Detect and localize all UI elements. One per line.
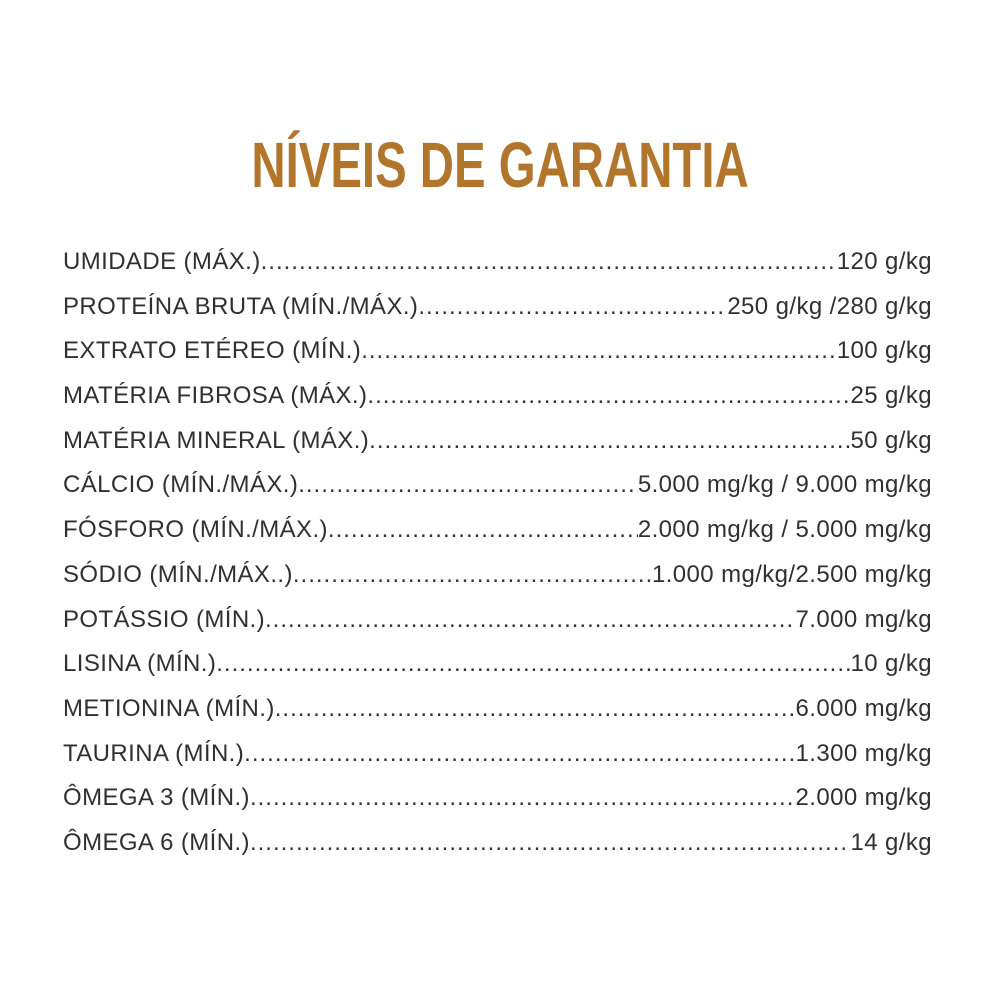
nutrient-label: UMIDADE (MÁX.) — [63, 248, 261, 275]
dotted-leader — [244, 740, 795, 768]
table-row — [63, 293, 932, 338]
nutrient-label: METIONINA (MÍN.) — [63, 694, 275, 722]
nutrient-value: 1.000 mg/kg/2.500 mg/kg — [651, 560, 932, 588]
nutrient-label: FÓSFORO (MÍN./MÁX.) — [63, 516, 328, 544]
table-row — [63, 829, 932, 874]
nutrient-value: 250 g/kg /280 g/kg — [727, 292, 932, 320]
nutrient-label: EXTRATO ETÉREO (MÍN.) — [63, 337, 362, 365]
nutrient-label: PROTEÍNA BRUTA (MÍN./MÁX.) — [63, 292, 419, 320]
nutrient-value: 120 g/kg — [836, 248, 932, 275]
dotted-leader — [250, 829, 851, 857]
nutrient-value: 14 g/kg — [850, 828, 932, 856]
table-row — [63, 248, 932, 293]
dotted-leader — [261, 248, 837, 276]
dotted-leader — [250, 784, 796, 812]
nutrient-value: 2.000 mg/kg / 5.000 mg/kg — [637, 516, 932, 544]
table-row — [63, 650, 932, 695]
nutrient-value: 1.300 mg/kg — [795, 739, 932, 767]
nutrition-table — [0, 248, 1000, 874]
table-row — [63, 337, 932, 382]
nutrient-label: MATÉRIA MINERAL (MÁX.) — [63, 426, 370, 454]
nutrient-value: 5.000 mg/kg / 9.000 mg/kg — [637, 471, 932, 499]
dotted-leader — [418, 293, 727, 321]
nutrient-value: 2.000 mg/kg — [795, 784, 932, 812]
nutrient-value: 6.000 mg/kg — [795, 694, 932, 722]
nutrient-label: ÔMEGA 6 (MÍN.) — [63, 828, 250, 856]
dotted-leader — [298, 471, 638, 499]
nutrient-value: 7.000 mg/kg — [795, 605, 932, 633]
nutrient-value: 100 g/kg — [836, 337, 932, 365]
dotted-leader — [216, 650, 850, 678]
dotted-leader — [293, 561, 652, 589]
table-row — [63, 695, 932, 740]
page-title: NÍVEIS DE GARANTIA — [251, 129, 749, 201]
dotted-leader — [361, 337, 837, 365]
nutrient-label: POTÁSSIO (MÍN.) — [63, 605, 266, 633]
table-row — [63, 561, 932, 606]
nutrient-label: CÁLCIO (MÍN./MÁX.) — [63, 471, 299, 499]
nutrient-label: SÓDIO (MÍN./MÁX..) — [63, 560, 293, 588]
table-row — [63, 784, 932, 829]
nutrient-label: MATÉRIA FIBROSA (MÁX.) — [63, 382, 368, 410]
nutrient-label: LISINA (MÍN.) — [63, 650, 217, 678]
table-row — [63, 606, 932, 651]
nutrient-value: 25 g/kg — [850, 382, 932, 410]
title-wrap — [0, 0, 1000, 201]
dotted-leader — [265, 606, 796, 634]
table-row — [63, 382, 932, 427]
dotted-leader — [367, 382, 850, 410]
table-row — [63, 471, 932, 516]
table-row — [63, 427, 932, 472]
dotted-leader — [275, 695, 796, 723]
dotted-leader — [328, 516, 638, 544]
table-row — [63, 516, 932, 561]
nutrient-label: TAURINA (MÍN.) — [63, 739, 245, 767]
table-row — [63, 740, 932, 785]
nutrient-value: 10 g/kg — [850, 650, 932, 678]
dotted-leader — [369, 427, 850, 455]
nutrient-value: 50 g/kg — [850, 426, 932, 454]
nutrient-label: ÔMEGA 3 (MÍN.) — [63, 784, 250, 812]
